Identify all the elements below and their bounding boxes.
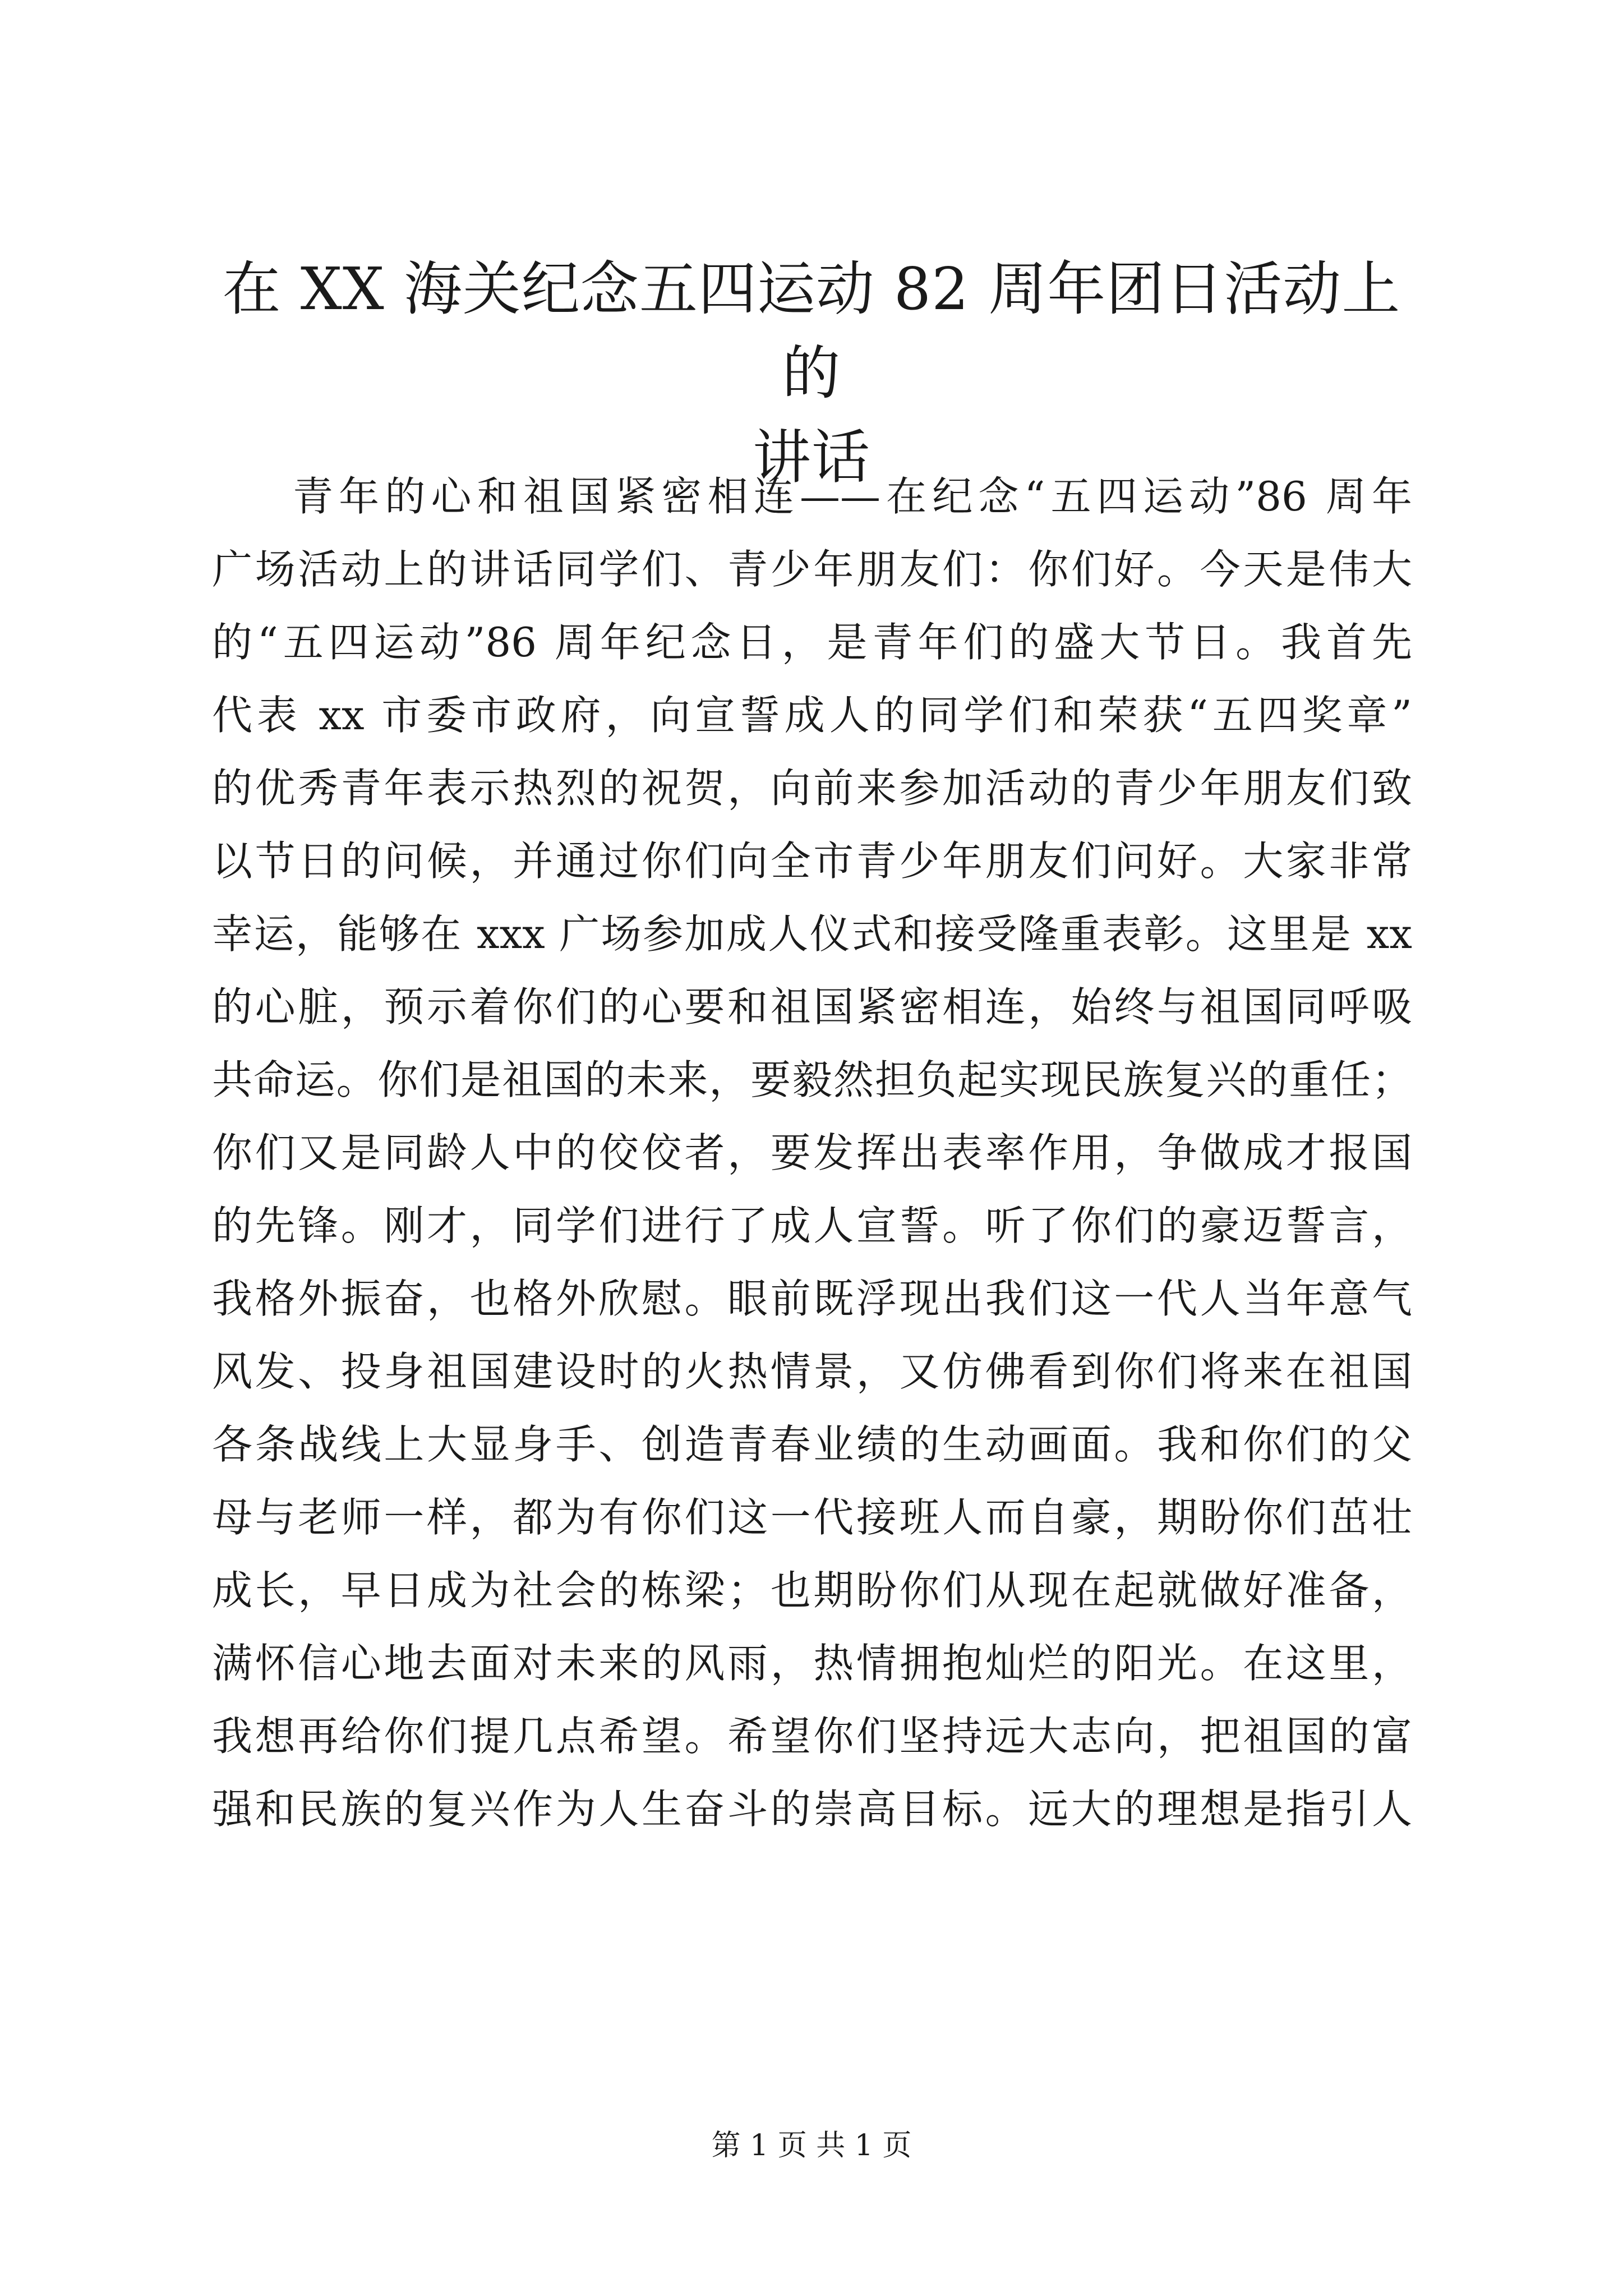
body-line: 风发、投身祖国建设时的火热情景，又仿佛看到你们将来在祖国 (212, 1348, 1412, 1395)
body-line: 的心脏，预示着你们的心要和祖国紧密相连，始终与祖国同呼吸 (212, 983, 1412, 1030)
body-line: 的先锋。刚才，同学们进行了成人宣誓。听了你们的豪迈誓言， (212, 1202, 1412, 1249)
body-line: 以节日的问候，并通过你们向全市青少年朋友们问好。大家非常 (212, 838, 1412, 885)
body-line: 的优秀青年表示热烈的祝贺，向前来参加活动的青少年朋友们致 (212, 765, 1412, 812)
body-line: 的“五四运动”86 周年纪念日，是青年们的盛大节日。我首先 (212, 619, 1412, 666)
body-line: 成长，早日成为社会的栋梁；也期盼你们从现在起就做好准备， (212, 1567, 1412, 1614)
page-number-footer: 第 1 页 共 1 页 (711, 2129, 912, 2162)
body-line: 各条战线上大显身手、创造青春业绩的生动画面。我和你们的父 (212, 1421, 1412, 1468)
document-title-line-2: 讲话 (752, 423, 870, 491)
body-line: 我格外振奋，也格外欣慰。眼前既浮现出我们这一代人当年意气 (212, 1275, 1412, 1322)
body-line: 我想再给你们提几点希望。希望你们坚持远大志向，把祖国的富 (212, 1713, 1412, 1760)
body-line: 母与老师一样，都为有你们这一代接班人而自豪，期盼你们茁壮 (212, 1494, 1412, 1541)
body-line: 你们又是同龄人中的佼佼者，要发挥出表率作用，争做成才报国 (212, 1129, 1412, 1176)
body-line: 青年的心和祖国紧密相连——在纪念“五四运动”86 周年 (293, 473, 1412, 520)
body-line: 广场活动上的讲话同学们、青少年朋友们：你们好。今天是伟大 (212, 546, 1412, 593)
body-line: 幸运，能够在 xxx 广场参加成人仪式和接受隆重表彰。这里是 xx (212, 910, 1412, 958)
body-line: 强和民族的复兴作为人生奋斗的崇高目标。远大的理想是指引人 (212, 1786, 1412, 1833)
document-body (212, 460, 1412, 1846)
body-line: 满怀信心地去面对未来的风雨，热情拥抱灿烂的阳光。在这里， (212, 1640, 1412, 1687)
body-line: 共命运。你们是祖国的未来，要毅然担负起实现民族复兴的重任； (212, 1056, 1412, 1103)
document-title-line-1: 在 XX 海关纪念五四运动 82 周年团日活动上的 (222, 255, 1401, 407)
body-line: 代表 xx 市委市政府，向宣誓成人的同学们和荣获“五四奖章” (212, 692, 1412, 739)
